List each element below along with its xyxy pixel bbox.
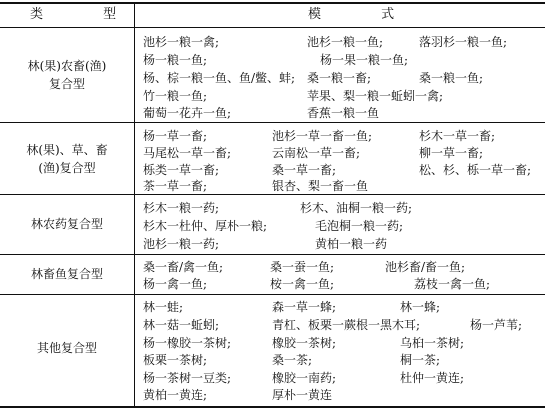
group-divider (0, 122, 545, 123)
type-label: 林(果)农畜(渔) 复合型 (27, 59, 107, 91)
type-label: 林畜鱼复合型 (30, 267, 103, 281)
pattern-entry: 葡萄一花卉一鱼; (143, 106, 232, 120)
pattern-entry: 桉一禽一鱼; (270, 277, 335, 291)
pattern-entry: 板栗一茶树; (143, 353, 208, 367)
pattern-entry: 林一菇一蚯蚓; (143, 318, 220, 332)
table-bottom-rule (0, 406, 545, 408)
group-divider (0, 254, 545, 255)
pattern-entry: 茶一草一畜; (143, 179, 208, 193)
table-top-rule (0, 2, 545, 4)
pattern-entry: 苹果、梨一粮一蚯蚓一禽; (307, 89, 444, 103)
pattern-entry: 桑一草一畜; (272, 163, 337, 177)
pattern-entry: 杉木一杜仲、厚朴一粮; (143, 219, 268, 233)
pattern-entry: 林一蜂; (400, 300, 441, 314)
pattern-entry: 落羽杉一粮一鱼; (419, 35, 508, 49)
type-label: 林农药复合型 (30, 217, 103, 231)
pattern-entry: 池杉一粮一药; (143, 237, 220, 251)
pattern-entry: 林一蛙; (143, 300, 184, 314)
header-pattern: 模 式 (308, 7, 423, 22)
pattern-entry: 桐一茶; (400, 353, 441, 367)
pattern-entry: 竹一粮一鱼; (143, 89, 208, 103)
pattern-entry: 柳一草一畜; (419, 146, 484, 160)
pattern-entry: 杨一粮一鱼; (143, 53, 208, 67)
pattern-entry: 杨、棕一粮一鱼、鱼/鳖、蚌; (143, 71, 296, 85)
pattern-entry: 桑一茶; (272, 353, 313, 367)
pattern-entry: 黄柏一粮一药 (315, 237, 388, 251)
pattern-entry: 毛泡桐一粮一药; (315, 219, 404, 233)
pattern-entry: 池杉一粮一鱼; (307, 35, 384, 49)
pattern-entry: 青杠、板栗一蕨根一黑木耳; (272, 318, 421, 332)
pattern-entry: 杨一禽一鱼; (143, 277, 208, 291)
pattern-entry: 池杉一草一畜一鱼; (272, 129, 373, 143)
pattern-entry: 杉木、油桐一粮一药; (300, 201, 413, 215)
pattern-entry: 森一草一蜂; (272, 300, 337, 314)
type-label: 其他复合型 (36, 341, 97, 355)
pattern-entry: 杉木一草一畜; (419, 129, 496, 143)
type-label: 林(果)、草、畜 (渔)复合型 (26, 143, 108, 175)
header-bottom-rule (0, 27, 545, 28)
column-divider (134, 3, 135, 407)
pattern-entry: 厚朴一黄连 (272, 388, 333, 402)
pattern-entry: 杨一芦苇; (470, 318, 523, 332)
pattern-entry: 橡胶一茶树; (272, 336, 337, 350)
pattern-entry: 乌桕一茶树; (400, 336, 465, 350)
pattern-entry: 香蕉一粮一鱼 (307, 106, 380, 120)
pattern-entry: 池杉畜/畜一鱼; (385, 260, 466, 274)
pattern-entry: 黄柏一黄连; (143, 388, 208, 402)
pattern-entry: 杨一草一畜; (143, 129, 208, 143)
pattern-entry: 栎类一草一畜; (143, 163, 220, 177)
pattern-entry: 荔枝一禽一鱼; (414, 277, 491, 291)
pattern-entry: 松、杉、栎一草一畜; (419, 163, 532, 177)
pattern-entry: 杨一橡胶一茶树; (143, 336, 232, 350)
pattern-entry: 桑一畜/禽一鱼; (143, 260, 224, 274)
pattern-entry: 桑一粮一畜; (307, 71, 372, 85)
pattern-entry: 银杏、梨一畜一鱼 (272, 179, 369, 193)
pattern-entry: 马尾松一草一畜; (143, 146, 232, 160)
pattern-entry: 橡胶一南药; (272, 371, 337, 385)
pattern-entry: 杉木一粮一药; (143, 201, 220, 215)
pattern-entry: 杨一茶树一豆类; (143, 371, 232, 385)
pattern-entry: 桑一粮一鱼; (419, 71, 484, 85)
pattern-entry: 池杉一粮一禽; (143, 35, 220, 49)
pattern-entry: 云南松一草一畜; (272, 146, 361, 160)
header-type: 类 型 (30, 7, 145, 22)
group-divider (0, 294, 545, 295)
pattern-entry: 杨一果一粮一鱼; (320, 53, 409, 67)
pattern-entry: 杜仲一黄连; (400, 371, 465, 385)
pattern-entry: 桑一蚕一鱼; (270, 260, 335, 274)
